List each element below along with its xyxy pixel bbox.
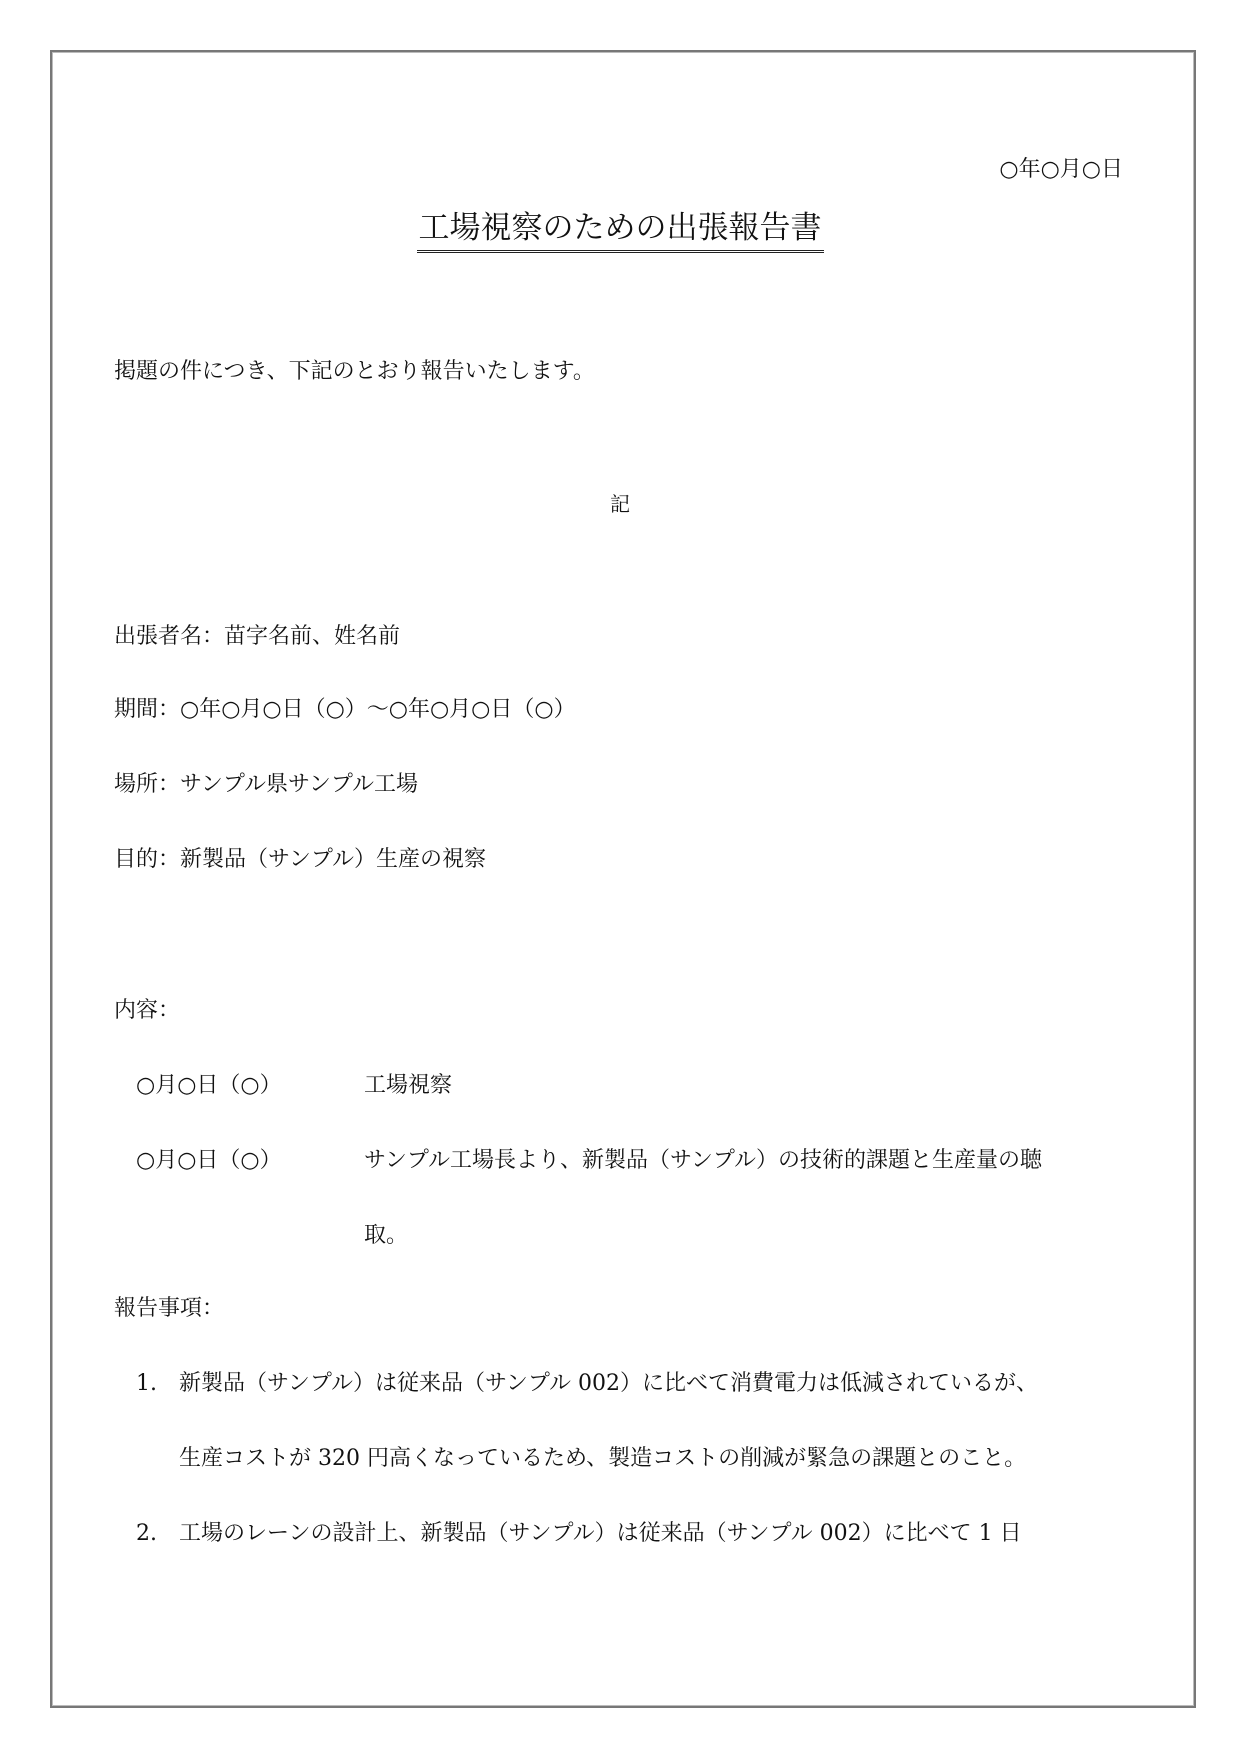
content-label: 内容： — [114, 998, 181, 1023]
report-item-text: 新製品（サンプル）は従来品（サンプル 002）に比べて消費電力は低減されているが、 — [179, 1371, 1039, 1396]
document-date: ○年○月○日 — [999, 157, 1123, 182]
field-traveler: 出張者名：苗字名前、姓名前 — [114, 624, 401, 649]
schedule-date: ○月○日（○） — [136, 1148, 282, 1173]
schedule-desc: サンプル工場長より、新製品（サンプル）の技術的課題と生産量の聴 — [364, 1148, 1043, 1173]
field-place: 場所：サンプル県サンプル工場 — [114, 772, 419, 797]
document-title: 工場視察のための出張報告書 — [417, 208, 824, 253]
report-item-number: 2. — [136, 1521, 157, 1546]
document-title-wrap — [0, 208, 1240, 253]
ki-heading: 記 — [610, 492, 630, 516]
report-item-text: 工場のレーンの設計上、新製品（サンプル）は従来品（サンプル 002）に比べて 1 日 — [179, 1521, 1022, 1546]
schedule-date: ○月○日（○） — [136, 1073, 282, 1098]
field-purpose: 目的：新製品（サンプル）生産の視察 — [114, 847, 487, 872]
report-label: 報告事項： — [114, 1296, 225, 1321]
intro-text: 掲題の件につき、下記のとおり報告いたします。 — [114, 359, 595, 384]
field-period: 期間：○年○月○日（○）～○年○月○日（○） — [114, 697, 576, 722]
report-item-number: 1. — [136, 1371, 157, 1396]
schedule-desc: 工場視察 — [364, 1073, 453, 1098]
schedule-desc-cont: 取。 — [364, 1223, 409, 1248]
report-item-text-cont: 生産コストが 320 円高くなっているため、製造コストの削減が緊急の課題とのこと。 — [179, 1446, 1027, 1471]
